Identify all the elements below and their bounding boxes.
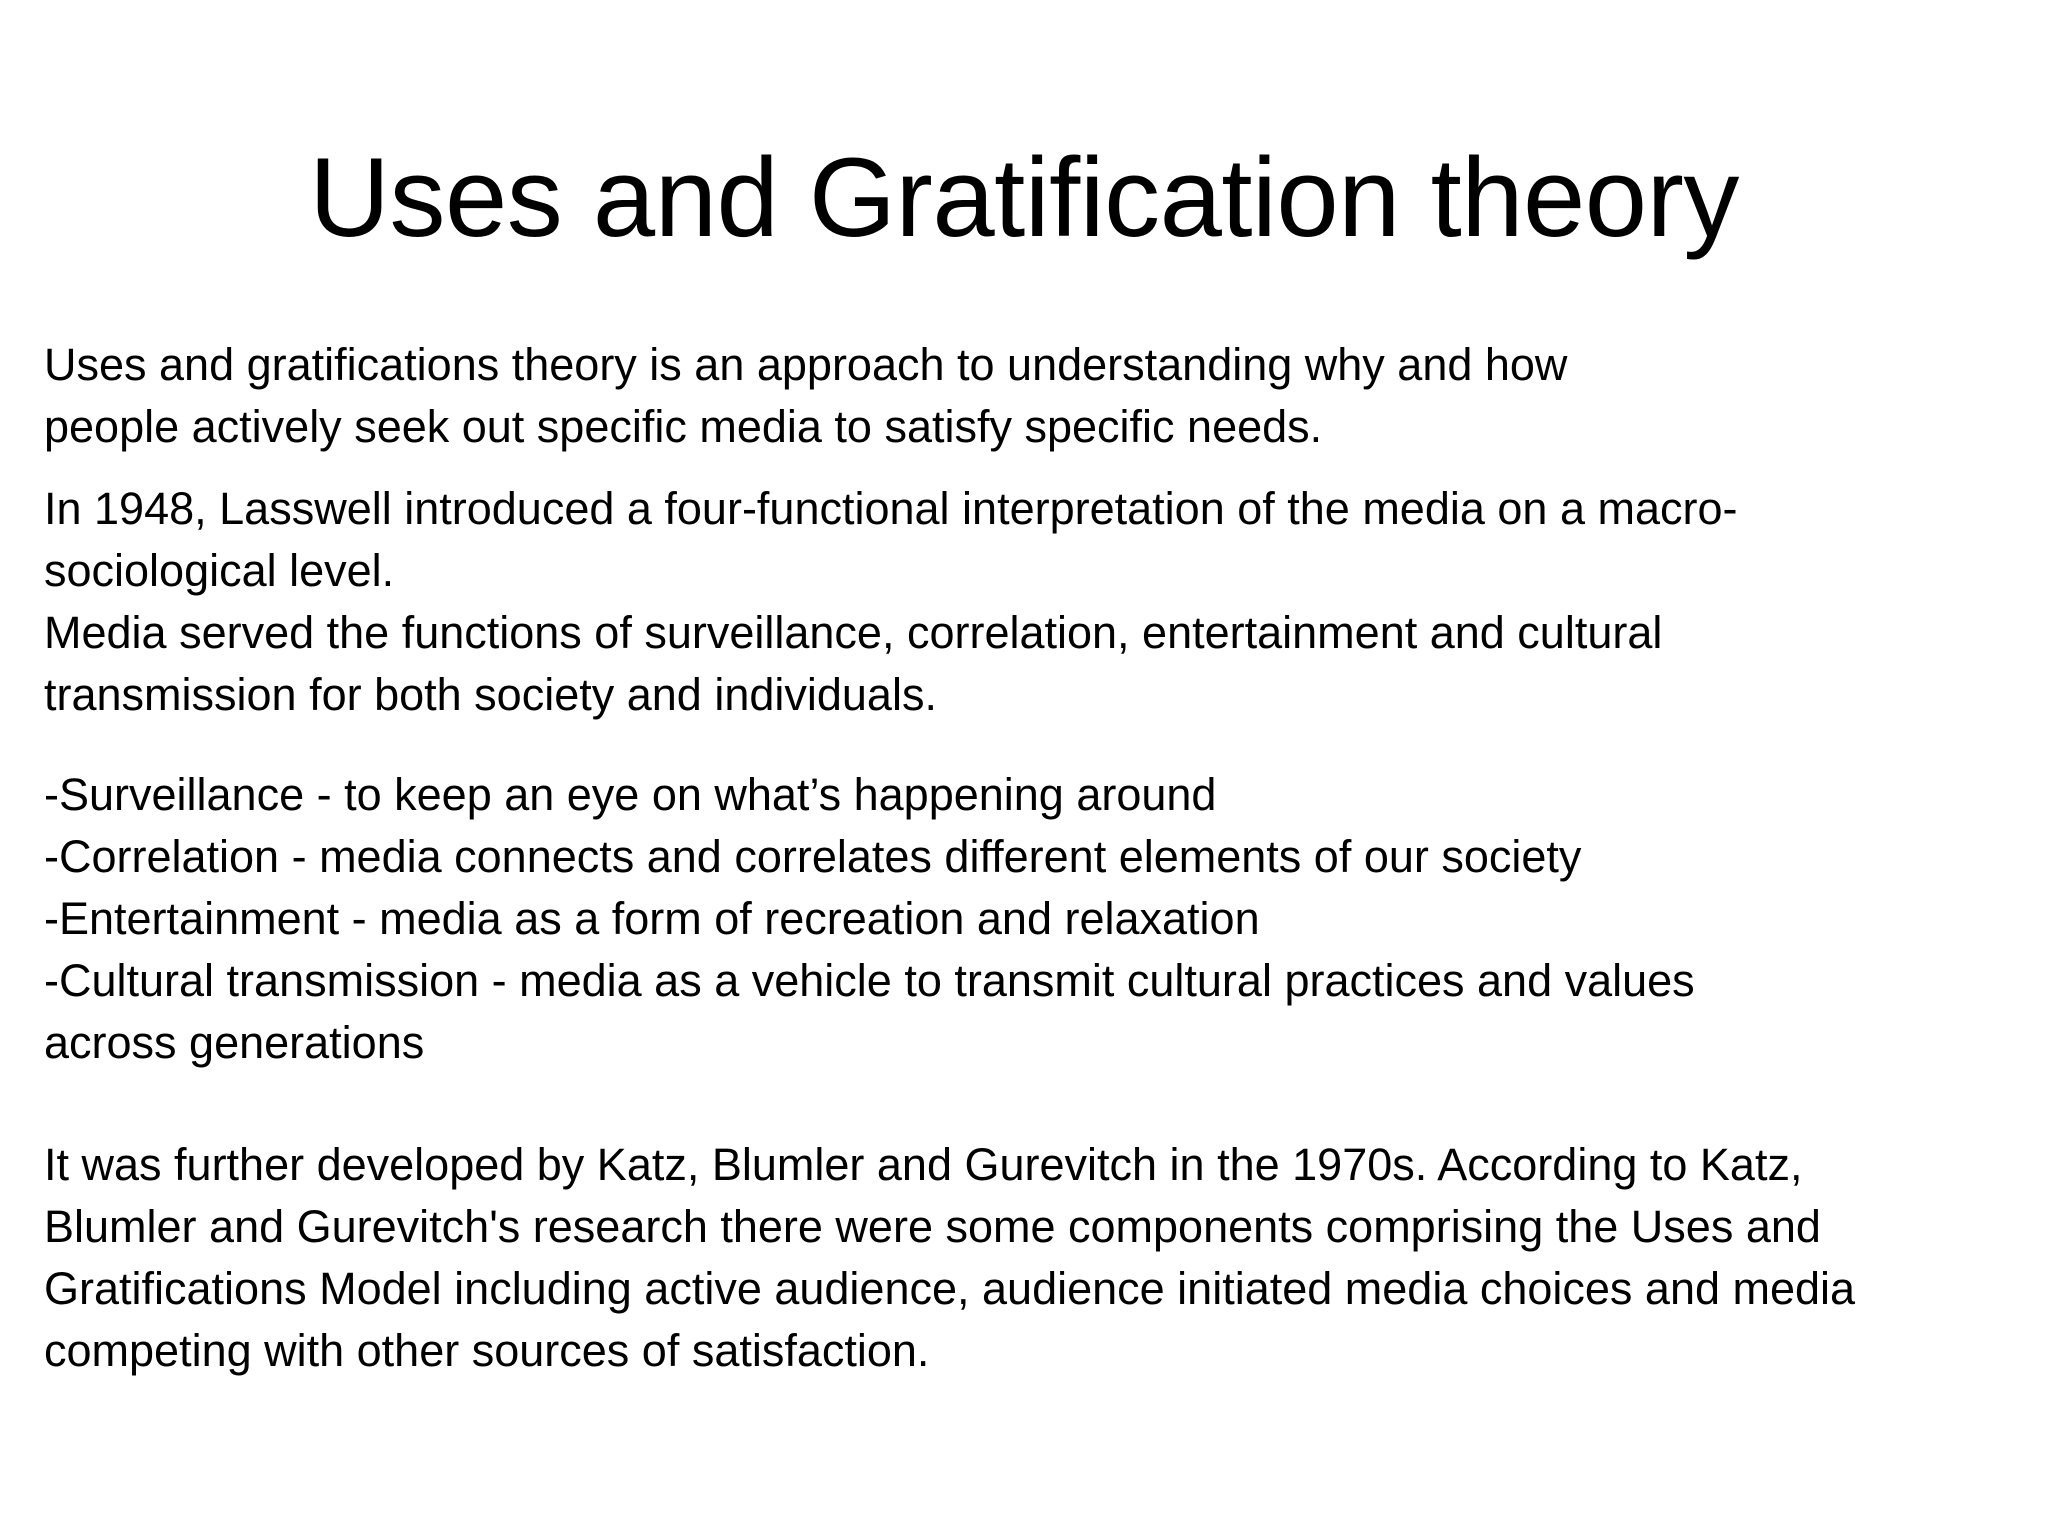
list-item: -Cultural transmission - media as a vehicle to transmit cultural practices and values [44,955,1695,1006]
text-line: Uses and gratifications theory is an approach to understanding why and how [44,339,1568,390]
text-line: competing with other sources of satisfaction. [44,1325,930,1376]
slide-body [44,334,2014,1382]
paragraph-definition [44,334,2014,458]
list-item: -Surveillance - to keep an eye on what’s happening around [44,769,1217,820]
text-line: In 1948, Lasswell introduced a four-functional interpretation of the media on a macro- [44,483,1738,534]
slide-title: Uses and Gratification theory [309,135,1739,260]
text-line: Media served the functions of surveillance, correlation, entertainment and cultural [44,607,1663,658]
text-line: people actively seek out specific media to satisfy specific needs. [44,401,1323,452]
text-line: Gratifications Model including active audience, audience initiated media choices and media [44,1263,1856,1314]
list-item: -Entertainment - media as a form of recreation and relaxation [44,893,1260,944]
text-line: transmission for both society and individuals. [44,669,937,720]
paragraph-katz [44,1134,2014,1382]
list-item: across generations [44,1017,425,1068]
list-item: -Correlation - media connects and correlates different elements of our society [44,831,1582,882]
text-line: It was further developed by Katz, Blumler and Gurevitch in the 1970s. According to Katz, [44,1139,1803,1190]
paragraph-lasswell [44,478,2014,726]
text-line: Blumler and Gurevitch's research there were some components comprising the Uses and [44,1201,1821,1252]
text-line: sociological level. [44,545,395,596]
paragraph-functions-list [44,764,2014,1074]
